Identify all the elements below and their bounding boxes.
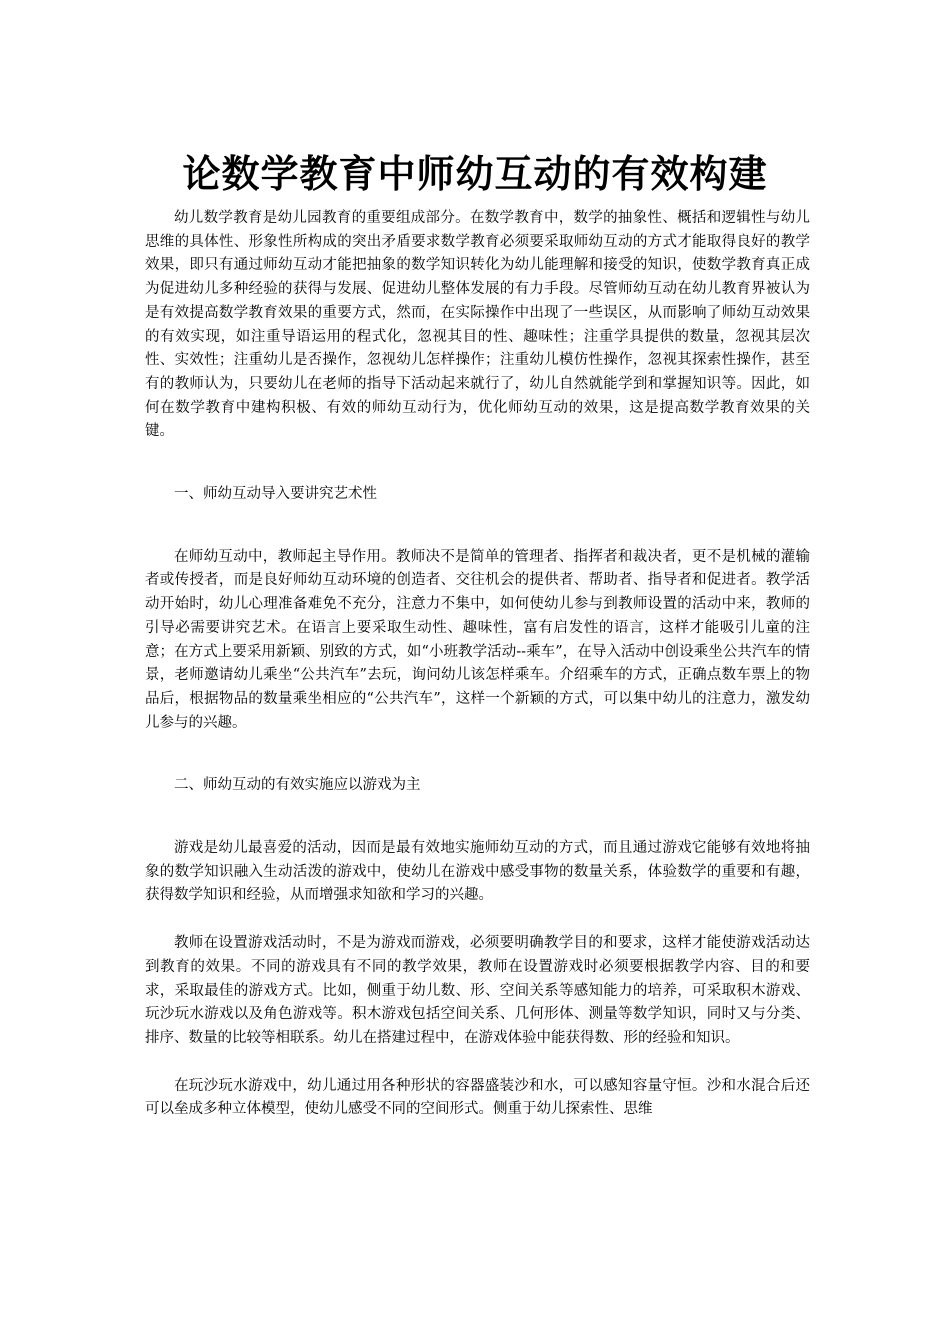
paragraph-section-2a: 游戏是幼儿最喜爱的活动，因而是最有效地实施师幼互动的方式，而且通过游戏它能够有效地将抽象的数学知识融入生动活泼的游戏中，使幼儿在游戏中感受事物的数量关系，体验数学的重要和有趣，获得数学知识和经验，从而增强求知欲和学习的兴趣。 <box>145 840 810 904</box>
paragraph-spacer <box>145 507 810 546</box>
section-heading-1: 一、师幼互动导入要讲究艺术性 <box>174 486 377 503</box>
paragraph-section-1: 在师幼互动中，教师起主导作用。教师决不是简单的管理者、指挥者和裁决者，更不是机械的灌输者或传授者，而是良好师幼互动环境的创造者、交往机会的提供者、帮助者、指导者和促进者。教学活动开始时，幼儿心理准备难免不充分，注意力不集中，如何使幼儿参与到教师设置的活动中来，教师的引导必需要讲究艺术。在语言上要采取生动性、趣味性，富有启发性的语言，这样才能吸引儿童的注意；在方式上要采用新颖、别致的方式，如“小班教学活动--乘车”，在导入活动中创设乘坐公共汽车的情景，老师邀请幼儿乘坐“公共汽车”去玩，询问幼儿该怎样乘车。介绍乘车的方式，正确点数车票上的物品后，根据物品的数量乘坐相应的“公共汽车”，这样一个新颖的方式，可以集中幼儿的注意力，激发幼儿参与的兴趣。 <box>145 548 810 731</box>
paragraph-spacer <box>145 735 810 774</box>
paragraph-spacer <box>145 908 810 932</box>
document-title: 论数学教育中师幼互动的有效构建 <box>182 152 768 196</box>
paragraph-section-2b: 教师在设置游戏活动时，不是为游戏而游戏，必须要明确教学目的和要求，这样才能使游戏活动达到教育的效果。不同的游戏具有不同的教学效果，教师在设置游戏时必须要根据教学内容、目的和要求，采取最佳的游戏方式。比如，侧重于幼儿数、形、空间关系等感知能力的培养，可采取积木游戏、玩沙玩水游戏以及角色游戏等。积木游戏包括空间关系、几何形体、测量等数学知识，同时又与分类、排序、数量的比较等相联系。幼儿在搭建过程中，在游戏体验中能获得数、形的经验和知识。 <box>145 935 810 1046</box>
paragraph-intro: 幼儿数学教育是幼儿园教育的重要组成部分。在数学教育中，数学的抽象性、概括和逻辑性与幼儿思维的具体性、形象性所构成的突出矛盾要求数学教育必须要采取师幼互动的方式才能取得良好的教学效果，即只有通过师幼互动才能把抽象的数学知识转化为幼儿能理解和接受的知识，使数学教育真正成为促进幼儿多种经验的获得与发展、促进幼儿整体发展的有力手段。尽管师幼互动在幼儿教育界被认为是有效提高数学教育效果的重要方式，然而，在实际操作中出现了一些误区，从而影响了师幼互动效果的有效实现，如注重导语运用的程式化，忽视其目的性、趣味性；注重学具提供的数量，忽视其层次性、实效性；注重幼儿是否操作，忽视幼儿怎样操作；注重幼儿模仿性操作，忽视其探索性操作，甚至有的教师认为，只要幼儿在老师的指导下活动起来就行了，幼儿自然就能学到和掌握知识等。因此，如何在数学教育中建构积极、有效的师幼互动行为，优化师幼互动的效果，这是提高数学教育效果的关键。 <box>145 210 810 440</box>
document-body <box>145 207 810 1122</box>
section-heading-2: 二、师幼互动的有效实施应以游戏为主 <box>174 777 421 794</box>
paragraph-section-2c: 在玩沙玩水游戏中，幼儿通过用各种形状的容器盛装沙和水，可以感知容量守恒。沙和水混合后还可以垒成多种立体模型，使幼儿感受不同的空间形式。侧重于幼儿探索性、思维 <box>145 1077 810 1118</box>
paragraph-spacer <box>145 444 810 483</box>
paragraph-spacer <box>145 1051 810 1075</box>
paragraph-spacer <box>145 798 810 837</box>
